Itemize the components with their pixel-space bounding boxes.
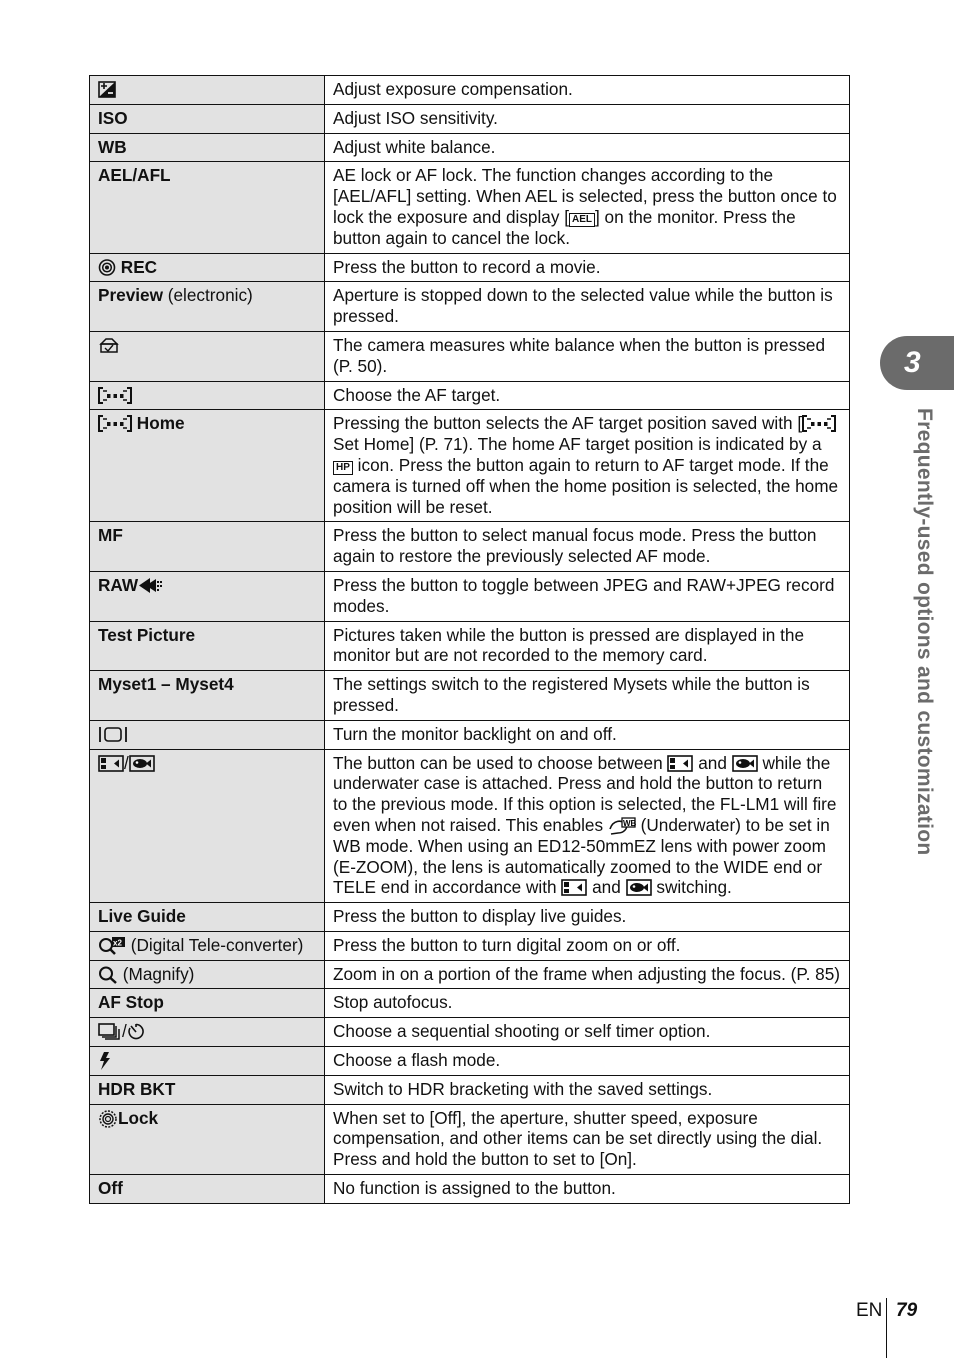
function-key-cell: Lock [90, 1104, 325, 1174]
one-touch-wb-icon [98, 337, 120, 354]
function-desc-cell: Choose a flash mode. [325, 1047, 850, 1076]
function-desc-cell: Press the button to display live guides. [325, 903, 850, 932]
underwater-macro-icon [129, 755, 155, 772]
digital-tele-converter-icon [98, 937, 126, 954]
function-desc-cell: Pressing the button selects the AF target position saved with [ Set Home] (P. 71). The home AF target position is indicated by a HP icon. Press the button again to return to AF target mode. If the camera is turned off when the home position is selected, the home position will be reset. [325, 410, 850, 522]
function-desc-cell: No function is assigned to the button. [325, 1175, 850, 1204]
function-key-cell [90, 1047, 325, 1076]
table-row [90, 931, 850, 960]
function-desc-cell: The button can be used to choose between and while the underwater case is attached. Press and hold the button to return to the previous mode. If this option is selected, the FL-LM1 will fire even when not raised. This enables WB (Underwater) to be set in WB mode. When using an ED12-50mmEZ lens with power zoom (E-ZOOM), the lens is automatically zoomed to the WIDE end or TELE end in accordance with and switching. [325, 749, 850, 903]
table-row [90, 253, 850, 282]
table-row [90, 381, 850, 410]
function-key-cell: AEL/AFL [90, 162, 325, 253]
underwater-wb-icon [608, 817, 636, 834]
table-row [90, 1075, 850, 1104]
function-key-cell: Off [90, 1175, 325, 1204]
home-position-icon: HP [333, 461, 353, 475]
function-key-cell: REC [90, 253, 325, 282]
backlight-icon [98, 726, 128, 743]
self-timer-icon [127, 1023, 145, 1040]
function-key-cell: x2 (Digital Tele-converter) [90, 931, 325, 960]
af-target-icon [98, 415, 132, 432]
table-row [90, 331, 850, 381]
page-number: 79 [896, 1300, 918, 1321]
function-key-cell: HDR BKT [90, 1075, 325, 1104]
function-desc-cell: Switch to HDR bracketing with the saved settings. [325, 1075, 850, 1104]
table-row [90, 1018, 850, 1047]
function-key-cell: Preview (electronic) [90, 282, 325, 332]
function-desc-cell: Press the button to record a movie. [325, 253, 850, 282]
function-key-cell: WB [90, 133, 325, 162]
function-key-cell [90, 381, 325, 410]
table-row [90, 1047, 850, 1076]
table-row [90, 1175, 850, 1204]
function-key-cell [90, 720, 325, 749]
table-row [90, 522, 850, 572]
function-key-cell: ISO [90, 104, 325, 133]
sequential-shooting-icon [98, 1023, 122, 1040]
function-desc-cell: Pictures taken while the button is pressed are displayed in the monitor but are not recorded to the memory card. [325, 621, 850, 671]
function-key-cell: AF Stop [90, 989, 325, 1018]
table-row [90, 671, 850, 721]
function-key-cell: Live Guide [90, 903, 325, 932]
movie-record-icon [98, 259, 116, 276]
function-key-cell [90, 331, 325, 381]
table-row [90, 1104, 850, 1174]
function-desc-cell: Zoom in on a portion of the frame when adjusting the focus. (P. 85) [325, 960, 850, 989]
function-key-cell: MF [90, 522, 325, 572]
table-row [90, 903, 850, 932]
function-key-cell [90, 76, 325, 105]
function-desc-cell: Adjust exposure compensation. [325, 76, 850, 105]
table-row [90, 410, 850, 522]
function-desc-cell: Press the button to select manual focus mode. Press the button again to restore the previously selected AF mode. [325, 522, 850, 572]
function-desc-cell: Aperture is stopped down to the selected value while the button is pressed. [325, 282, 850, 332]
function-desc-cell: Stop autofocus. [325, 989, 850, 1018]
table-row [90, 989, 850, 1018]
chapter-number: 3 [904, 346, 921, 379]
chapter-title: Frequently-used options and customization [913, 408, 936, 856]
table-row [90, 571, 850, 621]
function-desc-cell: Press the button to toggle between JPEG and RAW+JPEG record modes. [325, 571, 850, 621]
function-desc-cell: The camera measures white balance when the button is pressed (P. 50). [325, 331, 850, 381]
table-row [90, 960, 850, 989]
underwater-wide-icon [561, 879, 587, 896]
table-row [90, 749, 850, 903]
function-desc-cell: The settings switch to the registered Mysets while the button is pressed. [325, 671, 850, 721]
function-key-cell: (Magnify) [90, 960, 325, 989]
language-label: EN [856, 1300, 883, 1321]
chapter-tab [880, 336, 954, 390]
function-desc-cell: Turn the monitor backlight on and off. [325, 720, 850, 749]
function-key-cell: RAW [90, 571, 325, 621]
underwater-wide-icon [98, 755, 124, 772]
function-desc-cell: Adjust white balance. [325, 133, 850, 162]
function-key-cell: / [90, 749, 325, 903]
af-target-icon [98, 387, 132, 404]
table-row [90, 621, 850, 671]
magnify-icon [98, 966, 118, 983]
table-row [90, 162, 850, 253]
function-key-cell: Test Picture [90, 621, 325, 671]
underwater-macro-icon [732, 755, 758, 772]
function-key-cell: Myset1 – Myset4 [90, 671, 325, 721]
svg-text:x2: x2 [113, 938, 122, 948]
table-row [90, 282, 850, 332]
function-desc-cell: Press the button to turn digital zoom on or off. [325, 931, 850, 960]
flash-icon [98, 1052, 112, 1069]
function-desc-cell: When set to [Off], the aperture, shutter speed, exposure compensation, and other items can be set directly using the dial. Press and hold the button to set to [On]. [325, 1104, 850, 1174]
function-desc-cell: Choose the AF target. [325, 381, 850, 410]
table-row [90, 76, 850, 105]
ael-icon: AEL [569, 213, 595, 227]
svg-text:WB: WB [622, 818, 636, 828]
dial-icon [98, 1110, 118, 1127]
function-desc-cell: AE lock or AF lock. The function changes according to the [AEL/AFL] setting. When AEL is selected, press the button once to lock the exposure and display [ AEL ] on the monitor. Press the button again to cancel the lock. [325, 162, 850, 253]
table-row [90, 133, 850, 162]
function-key-cell: / [90, 1018, 325, 1047]
button-function-table [89, 75, 850, 1204]
raw-quality-icon [138, 577, 164, 594]
table-row [90, 104, 850, 133]
function-desc-cell: Choose a sequential shooting or self timer option. [325, 1018, 850, 1047]
af-target-icon [802, 415, 836, 432]
exposure-compensation-icon [98, 81, 116, 98]
underwater-macro-icon [626, 879, 652, 896]
function-desc-cell: Adjust ISO sensitivity. [325, 104, 850, 133]
table-row [90, 720, 850, 749]
footer-divider [886, 1298, 887, 1358]
underwater-wide-icon [667, 755, 693, 772]
function-key-cell: Home [90, 410, 325, 522]
